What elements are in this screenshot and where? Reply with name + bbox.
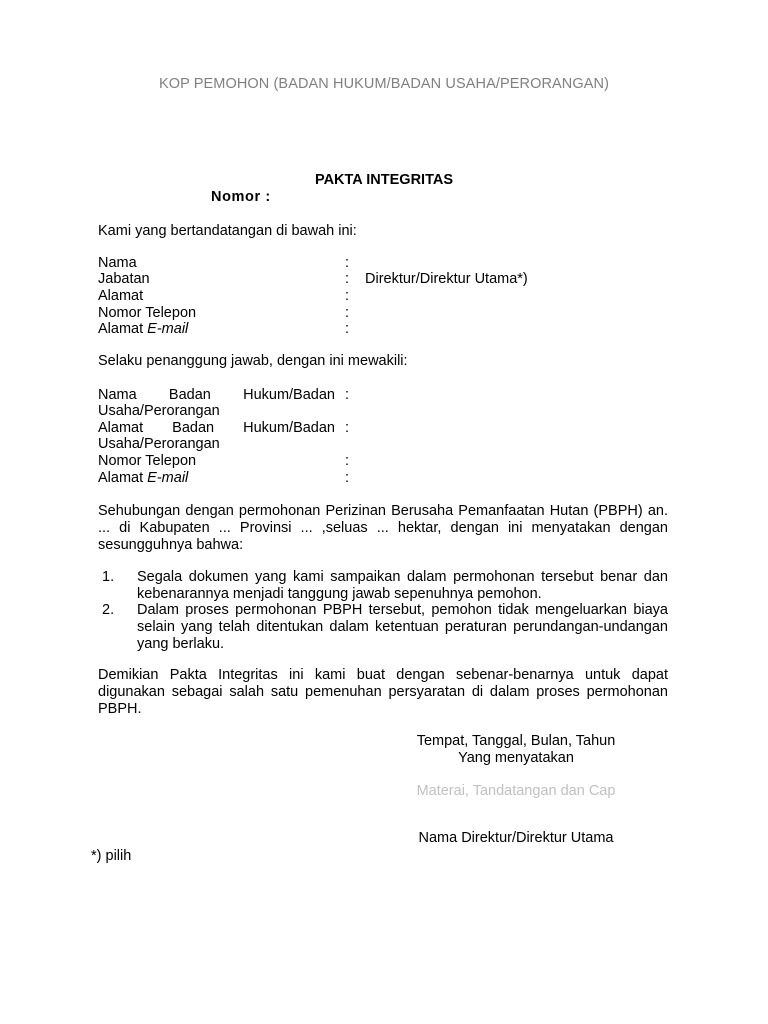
field-label-entity-address-cont: Usaha/Perorangan bbox=[98, 436, 220, 452]
field-label-entity-telepon: Nomor Telepon bbox=[98, 453, 197, 469]
field-label-alamat: Alamat bbox=[98, 288, 144, 304]
field-label-email: Alamat E-mail bbox=[98, 321, 189, 337]
list-item: Dalam proses permohonan PBPH tersebut, pemohon tidak mengeluarkan biaya selain yang telah ditentukan dalam ketentuan peraturan perundangan-undangan yang berlaku. bbox=[137, 602, 668, 652]
representation-text: Selaku penanggung jawab, dengan ini mewakili: bbox=[98, 353, 408, 369]
field-label-entity-email: Alamat E-mail bbox=[98, 470, 189, 486]
field-colon: : bbox=[345, 288, 350, 304]
list-item-number: 2. bbox=[102, 602, 115, 618]
field-colon: : bbox=[345, 305, 350, 321]
field-value-jabatan: Direktur/Direktur Utama*) bbox=[365, 271, 528, 287]
list-item-number: 1. bbox=[102, 569, 115, 585]
signature-name: Nama Direktur/Direktur Utama bbox=[418, 830, 614, 846]
signature-stamp-placeholder: Materai, Tandatangan dan Cap bbox=[416, 783, 616, 799]
list-item: Segala dokumen yang kami sampaikan dalam permohonan tersebut benar dan kebenarannya menjadi tanggung jawab sepenuhnya pemohon. bbox=[137, 569, 668, 602]
letterhead-placeholder: KOP PEMOHON (BADAN HUKUM/BADAN USAHA/PERORANGAN) bbox=[158, 76, 610, 92]
field-colon: : bbox=[345, 387, 350, 403]
field-colon: : bbox=[345, 420, 350, 436]
field-colon: : bbox=[345, 470, 350, 486]
signature-place-date: Tempat, Tanggal, Bulan, Tahun bbox=[416, 733, 616, 749]
field-colon: : bbox=[345, 321, 350, 337]
closing-paragraph: Demikian Pakta Integritas ini kami buat dengan sebenar-benarnya untuk dapat digunakan sebagai salah satu pemenuhan persyaratan di dalam proses permohonan PBPH. bbox=[98, 667, 668, 717]
intro-text: Kami yang bertandatangan di bawah ini: bbox=[98, 223, 357, 239]
document-number-label: Nomor : bbox=[211, 189, 271, 205]
field-label-entity-name: Nama Badan Hukum/Badan bbox=[98, 387, 335, 403]
field-label-telepon: Nomor Telepon bbox=[98, 305, 197, 321]
footnote: *) pilih bbox=[91, 848, 132, 864]
field-colon: : bbox=[345, 453, 350, 469]
field-label-entity-address: Alamat Badan Hukum/Badan bbox=[98, 420, 335, 436]
field-label-jabatan: Jabatan bbox=[98, 271, 150, 287]
document-title: PAKTA INTEGRITAS bbox=[314, 172, 453, 188]
field-label-nama: Nama bbox=[98, 255, 137, 271]
field-label-entity-name-cont: Usaha/Perorangan bbox=[98, 403, 220, 419]
statement-paragraph: Sehubungan dengan permohonan Perizinan Berusaha Pemanfaatan Hutan (PBPH) an. ... di Kabupaten ... Provinsi ... ,seluas ... hektar, dengan ini menyatakan dengan sesungguhnya bahwa: bbox=[98, 503, 668, 553]
field-colon: : bbox=[345, 255, 350, 271]
field-colon: : bbox=[345, 271, 350, 287]
signature-declarer: Yang menyatakan bbox=[458, 750, 574, 766]
